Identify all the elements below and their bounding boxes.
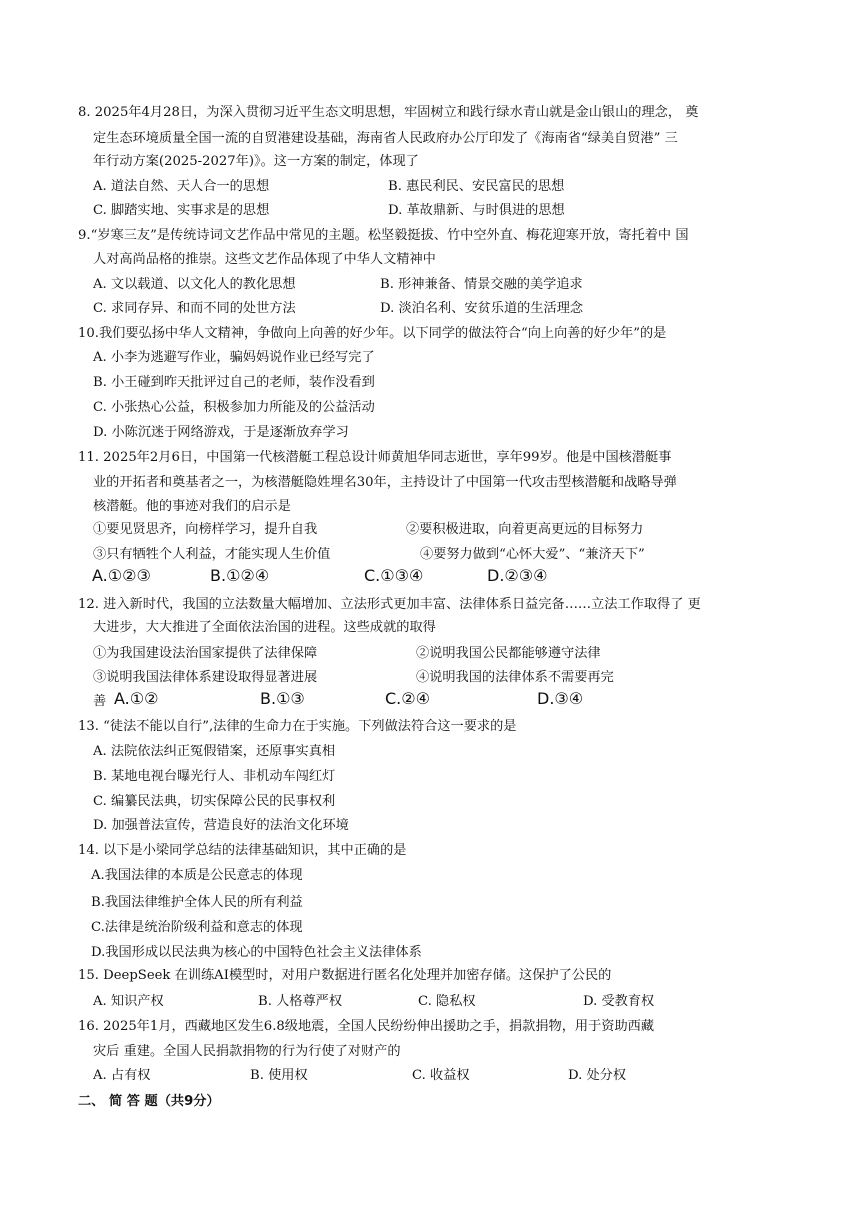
question-10-option-b: B. 小王碰到昨天批评过自己的老师，装作没看到 — [93, 375, 375, 390]
question-16-option-d: D. 处分权 — [568, 1068, 627, 1083]
question-10-option-d: D. 小陈沉迷于网络游戏，于是逐渐放弃学习 — [93, 425, 349, 440]
section-2-title: 二、 简 答 题（共9分） — [78, 1094, 220, 1109]
question-11-statement-4: ④要努力做到“心怀大爱”、“兼济天下” — [420, 547, 645, 562]
question-16-line-1: 16. 2025年1月，西藏地区发生6.8级地震，全国人民纷纷伸出援助之手，捐款捐物，用于资助西藏 — [78, 1019, 655, 1034]
question-16-line-2: 灾后 重建。全国人民捐款捐物的行为行使了对财产的 — [93, 1044, 401, 1059]
question-8-line-1: 8. 2025年4月28日，为深入贯彻习近平生态文明思想，牢固树立和践行绿水青山就是金山银山的理念， 奠 — [78, 105, 699, 120]
question-11-statement-1: ①要见贤思齐，向榜样学习，提升自我 — [93, 522, 318, 537]
question-13-option-b: B. 某地电视台曝光行人、非机动车闯红灯 — [93, 769, 336, 784]
question-12-line-1: 12. 进入新时代，我国的立法数量大幅增加、立法形式更加丰富、法律体系日益完备……立法工作取得了 更 — [78, 597, 701, 612]
question-12-continuation: 善 — [93, 694, 107, 709]
question-11-option-a: A.①②③ — [92, 566, 151, 585]
question-9-option-d: D. 淡泊名利、安贫乐道的生活理念 — [380, 301, 584, 316]
question-8-option-d: D. 革故鼎新、与时俱进的思想 — [388, 203, 565, 218]
question-8-line-2: 定生态环境质量全国一流的自贸港建设基础，海南省人民政府办公厅印发了《海南省“绿美自贸港” 三 — [93, 131, 678, 146]
question-11-line-2: 业的开拓者和奠基者之一，为核潜艇隐姓埋名30年，主持设计了中国第一代攻击型核潜艇和战略导弹 — [93, 475, 677, 490]
question-12-statement-2: ②说明我国公民都能够遵守法律 — [416, 646, 601, 661]
question-13-option-d: D. 加强普法宣传，营造良好的法治文化环境 — [93, 818, 349, 833]
question-13-option-c: C. 编纂民法典，切实保障公民的民事权利 — [93, 794, 336, 809]
question-9-option-c: C. 求同存异、和而不同的处世方法 — [93, 301, 296, 316]
question-15-line-1: 15. DeepSeek 在训练AI模型时，对用户数据进行匿名化处理并加密存储。这保护了公民的 — [78, 968, 612, 983]
question-11-line-3: 核潜艇。他的事迹对我们的启示是 — [93, 499, 291, 514]
question-14-option-c: C.法律是统治阶级利益和意志的体现 — [91, 920, 303, 935]
question-14-option-a: A.我国法律的本质是公民意志的体现 — [91, 868, 303, 883]
question-16-option-c: C. 收益权 — [412, 1068, 470, 1083]
question-12-line-2: 大进步，大大推进了全面依法治国的进程。这些成就的取得 — [93, 620, 436, 635]
question-11-option-c: C.①③④ — [364, 566, 424, 585]
question-15-option-c: C. 隐私权 — [418, 994, 476, 1009]
question-10-line-1: 10.我们要弘扬中华人文精神，争做向上向善的好少年。以下同学的做法符合“向上向善的好少年”的是 — [78, 326, 667, 341]
question-14-line-1: 14. 以下是小梁同学总结的法律基础知识，其中正确的是 — [78, 843, 407, 858]
question-12-option-d: D.③④ — [537, 689, 584, 708]
question-8-option-b: B. 惠民利民、安民富民的思想 — [388, 179, 565, 194]
question-15-option-b: B. 人格尊严权 — [258, 994, 343, 1009]
question-16-option-b: B. 使用权 — [250, 1068, 308, 1083]
question-10-option-c: C. 小张热心公益，积极参加力所能及的公益活动 — [93, 400, 375, 415]
question-9-option-b: B. 形神兼备、情景交融的美学追求 — [380, 277, 583, 292]
question-9-line-2: 人对高尚品格的推崇。这些文艺作品体现了中华人文精神中 — [93, 252, 436, 267]
question-11-statement-3: ③只有牺牲个人利益，才能实现人生价值 — [93, 547, 331, 562]
question-9-line-1: 9.“岁寒三友”是传统诗词文艺作品中常见的主题。松坚毅挺拔、竹中空外直、梅花迎寒开放，寄托着中 国 — [78, 228, 689, 243]
question-8-option-a: A. 道法自然、天人合一的思想 — [93, 179, 270, 194]
question-10-option-a: A. 小李为逃避写作业，骗妈妈说作业已经写完了 — [93, 350, 375, 365]
question-12-statement-1: ①为我国建设法治国家提供了法律保障 — [93, 646, 318, 661]
question-14-option-b: B.我国法律维护全体人民的所有利益 — [91, 895, 303, 910]
question-16-option-a: A. 占有权 — [93, 1068, 151, 1083]
question-15-option-a: A. 知识产权 — [93, 994, 164, 1009]
question-12-statement-3: ③说明我国法律体系建设取得显著进展 — [93, 670, 318, 685]
question-11-option-d: D.②③④ — [487, 566, 548, 585]
question-11-option-b: B.①②④ — [210, 566, 270, 585]
question-11-statement-2: ②要积极进取，向着更高更远的目标努力 — [406, 522, 644, 537]
question-12-option-c: C.②④ — [385, 689, 430, 708]
question-15-option-d: D. 受教育权 — [583, 994, 655, 1009]
question-13-line-1: 13. “徒法不能以自行”,法律的生命力在于实施。下列做法符合这一要求的是 — [78, 719, 517, 734]
question-12-option-a: A.①② — [114, 689, 159, 708]
question-14-option-d: D.我国形成以民法典为核心的中国特色社会主义法律体系 — [91, 945, 422, 960]
question-9-option-a: A. 文以载道、以文化人的教化思想 — [93, 277, 296, 292]
question-12-option-b: B.①③ — [260, 689, 305, 708]
question-8-line-3: 年行动方案(2025-2027年)》。这一方案的制定，体现了 — [93, 154, 419, 169]
question-8-option-c: C. 脚踏实地、实事求是的思想 — [93, 203, 270, 218]
question-11-line-1: 11. 2025年2月6日，中国第一代核潜艇工程总设计师黄旭华同志逝世，享年99岁。他是中国核潜艇事 — [78, 450, 672, 465]
question-12-statement-4: ④说明我国的法律体系不需要再完 — [416, 670, 614, 685]
question-13-option-a: A. 法院依法纠正冤假错案，还原事实真相 — [93, 744, 336, 759]
